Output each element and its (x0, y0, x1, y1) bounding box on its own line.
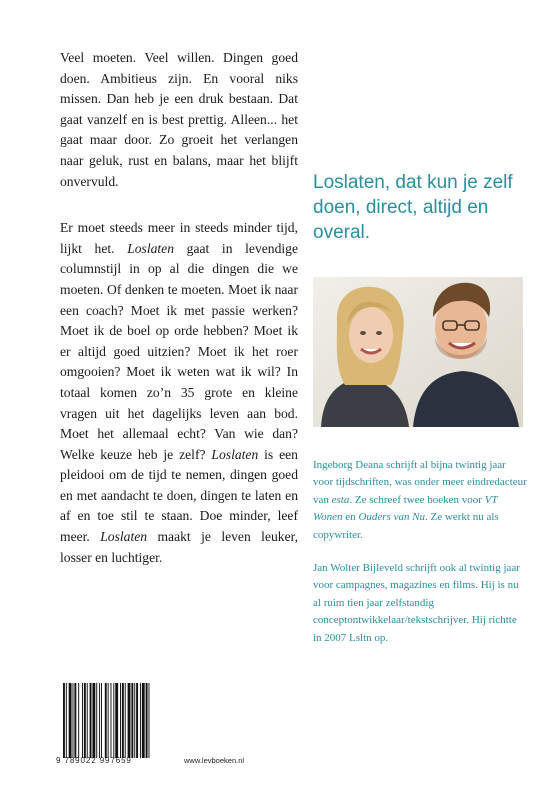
barcode-bar (131, 683, 133, 758)
tagline: Loslaten, dat kun je zelf doen, direct, altijd en overal. (313, 172, 513, 243)
blurb-text: Er moet steeds meer in steeds minder tijd, lijkt het. (60, 220, 298, 256)
author-bio-ingeborg-deana (313, 457, 528, 544)
barcode-bar (66, 683, 67, 758)
barcode-bar (128, 683, 131, 758)
barcode-bar (82, 683, 83, 758)
barcode-bar (108, 683, 109, 758)
barcode-bar (122, 683, 124, 758)
barcode-bar (69, 683, 72, 758)
barcode-bar (140, 683, 141, 758)
magazine-name: VT Wonen (313, 493, 498, 524)
barcode-bar (146, 683, 148, 758)
blurb-paragraph-2 (60, 218, 298, 568)
barcode-bar (125, 683, 126, 758)
book-title-emphasis: Loslaten (100, 529, 148, 545)
isbn-barcode (63, 683, 171, 758)
barcode-bar (87, 683, 88, 758)
barcode-bar (115, 683, 118, 758)
barcode-bar (96, 683, 97, 758)
barcode-bar (90, 683, 92, 758)
back-cover-blurb (60, 48, 298, 594)
barcode-bar (78, 683, 79, 758)
barcode-bar (84, 683, 86, 758)
bio-text: Ingeborg Deana schrijft al bijna twintig jaar voor tijdschriften, was onder meer eindredacteur van (313, 459, 527, 506)
barcode-bar (113, 683, 114, 758)
barcode-bar (136, 683, 138, 758)
author-bio-jan-wolter-bijleveld: Jan Wolter Bijleveld schrijft ook al twintig jaar voor campagnes, magazines en films. Hij is nu al ruim tien jaar zelfstandig conceptontwikkelaar/tekstschrijver. Hij richtte in 2007 Lsltn op. (313, 562, 520, 644)
barcode-bar (101, 683, 102, 758)
blurb-text: gaat in levendige columnstijl in op al die dingen die we moeten. Of denken te moeten. Moet ik naar een coach? Moet ik met passie werken? Moet ik de boel op orde hebben? Moet ik er altijd goed uitzien? Moet ik het roer omgooien? Moet ik weten wat ik wil? In totaal komen zo’n 35 grote en kleine vragen uit het dagelijks leven aan bod. Moet het allemaal echt? Van wie dan? Welke keuze heb je zelf? (60, 240, 298, 462)
book-title-emphasis: Loslaten (127, 240, 175, 256)
authors-photo (313, 277, 523, 427)
blurb-paragraph-1: Veel moeten. Veel willen. Dingen goed doen. Ambitieus zijn. En vooral niks missen. Dan heb je een druk bestaan. Dat gaat vanzelf en is best prettig. Alleen... het gaat maar door. Zo groeit het verlangen naar geluk, rust en balans, maar het blijft onvervuld. (60, 50, 298, 189)
book-title-emphasis: Loslaten (211, 446, 259, 462)
barcode-bar (73, 683, 74, 758)
bio-text: . Ze werkt nu als copywriter. (313, 511, 499, 541)
magazine-name: Ouders van Nu (358, 511, 426, 524)
isbn-digits: 9 789022 997659 (56, 756, 132, 765)
blurb-text: is een pleidooi om de tijd te nemen, dingen goed en met aandacht te doen, dingen te laten en af en toe stil te staan. Doe minder, leef meer. (60, 446, 298, 545)
publisher-url: www.levboeken.nl (184, 756, 245, 765)
barcode-bar (105, 683, 107, 758)
bio-text: en (342, 511, 359, 524)
barcode-bar (134, 683, 135, 758)
magazine-name: esta (331, 493, 350, 506)
blurb-text: maakt je leven leuker, losser en luchtiger. (60, 529, 298, 565)
barcode-bar (92, 683, 95, 758)
barcode-bar (149, 683, 150, 758)
barcode-bar (74, 683, 76, 758)
barcode-bar (142, 683, 145, 758)
barcode-bar (111, 683, 112, 758)
barcode-bar (99, 683, 100, 758)
barcode-bar (120, 683, 121, 758)
barcode-bar (63, 683, 65, 758)
bio-text: . Ze schreef twee boeken voor (349, 493, 485, 506)
